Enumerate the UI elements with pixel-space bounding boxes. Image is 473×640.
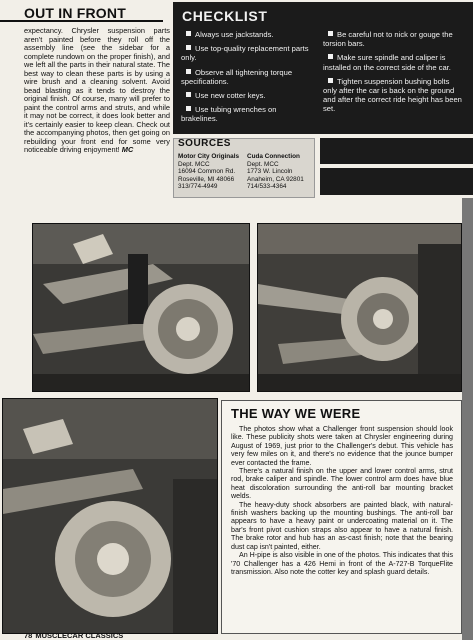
sources-title: SOURCES — [178, 138, 231, 149]
checklist-item: Use tubing wrenches on brakelines. — [181, 105, 277, 124]
intro-text — [24, 27, 170, 155]
checklist-item: Use top-quality replacement parts only. — [181, 44, 309, 63]
checklist-item: Always use jackstands. — [181, 30, 313, 39]
page-number: 78 — [24, 631, 33, 640]
sidebar-paragraph: An H-pipe is also visible in one of the photos. This indicates that this '70 Challenger has a 426 Hemi in front of the A-727-B TorqueFlite transmission. Also note the cotter key and splash guard details. — [231, 551, 453, 576]
intro-body: expectancy. Chrysler suspension parts aren't painted before they roll off the assembly line (see the sidebar for a complete rundown on the proper finish), and we left all the parts in their natural state. The best way to clean these parts is by using a wire brush and a cleaning solvent. Avoid bead blasting as it tends to destroy the original finish. Of course, many will prefer to paint the control arms and struts, and while it may not be correct, it does look better and it's certainly easier to keep clean. Check out the accompanying photos, then get going on rebuilding your front end for some very noticeable driving enjoyment! — [24, 26, 170, 154]
dark-panel-strip — [320, 138, 473, 164]
sidebar-title: THE WAY WE WERE — [231, 406, 361, 421]
checklist-item: Be careful not to nick or gouge the torsion bars. — [323, 30, 453, 49]
page-footer — [24, 631, 123, 640]
signoff-mc: MC — [121, 145, 134, 154]
square-bullet-icon — [186, 69, 191, 74]
section-title: OUT IN FRONT — [24, 5, 126, 21]
checklist-item: Tighten suspension bushing bolts only after the car is back on the ground and after the correct ride height has been set. — [323, 76, 462, 114]
square-bullet-icon — [328, 31, 333, 36]
sidebar-body — [231, 425, 453, 576]
checklist-panel — [173, 2, 473, 134]
sidebar-paragraph: There's a natural finish on the upper and lower control arms, strut rod, brake caliper and spindle. The lower control arm does have blue heat discoloration surrounding the anti-roll bar mounting bracket welds. — [231, 467, 453, 501]
square-bullet-icon — [186, 106, 191, 111]
suspension-photo-1 — [32, 223, 250, 392]
checklist-item: Use new cotter keys. — [181, 91, 313, 100]
checklist-left-column — [181, 30, 313, 129]
square-bullet-icon — [328, 78, 333, 83]
suspension-photo-3 — [2, 398, 218, 634]
checklist-item: Observe all tightening torque specifications. — [181, 67, 293, 86]
checklist-title: CHECKLIST — [182, 8, 268, 24]
square-bullet-icon — [186, 45, 191, 50]
suspension-photo-2 — [257, 223, 462, 392]
vendor-motor-city-originals: Motor City Originals Dept. MCC 16094 Common Rd. Roseville, MI 48066 313/774-4949 — [178, 153, 240, 190]
sidebar-paragraph: The photos show what a Challenger front suspension should look like. These publicity shots were taken at Chrysler engineering during August of 1969, just prior to the Challenger's debut. This vehicle has very few miles on it, and there's no evidence that the jounce bumper ever contacted the frame. — [231, 425, 453, 467]
sidebar-paragraph: The heavy-duty shock absorbers are painted black, with natural-finish washers backing up the mounting bushings. The anti-roll bar appears to have a heavy paint or undercoating material on it. The bar's front pivot cushion straps also appear to have a natural finish. The brake rotor and hub has an as-cast finish; note that the bearing dust cap isn't painted, either. — [231, 500, 453, 551]
magazine-name: MUSCLECAR CLASSICS — [35, 631, 124, 640]
way-we-were-sidebar — [221, 400, 462, 634]
square-bullet-icon — [186, 31, 191, 36]
square-bullet-icon — [328, 54, 333, 59]
sources-box — [173, 138, 315, 198]
page-side-band — [462, 198, 473, 640]
checklist-item: Make sure spindle and caliper is installed on the correct side of the car. — [323, 53, 451, 72]
vendor-cuda-connection: Cuda Connection Dept. MCC 1773 W. Lincoln Anaheim, CA 92801 714/533-4364 — [247, 153, 304, 190]
dark-panel-strip — [320, 168, 473, 195]
square-bullet-icon — [186, 92, 191, 97]
checklist-right-column — [323, 30, 463, 119]
